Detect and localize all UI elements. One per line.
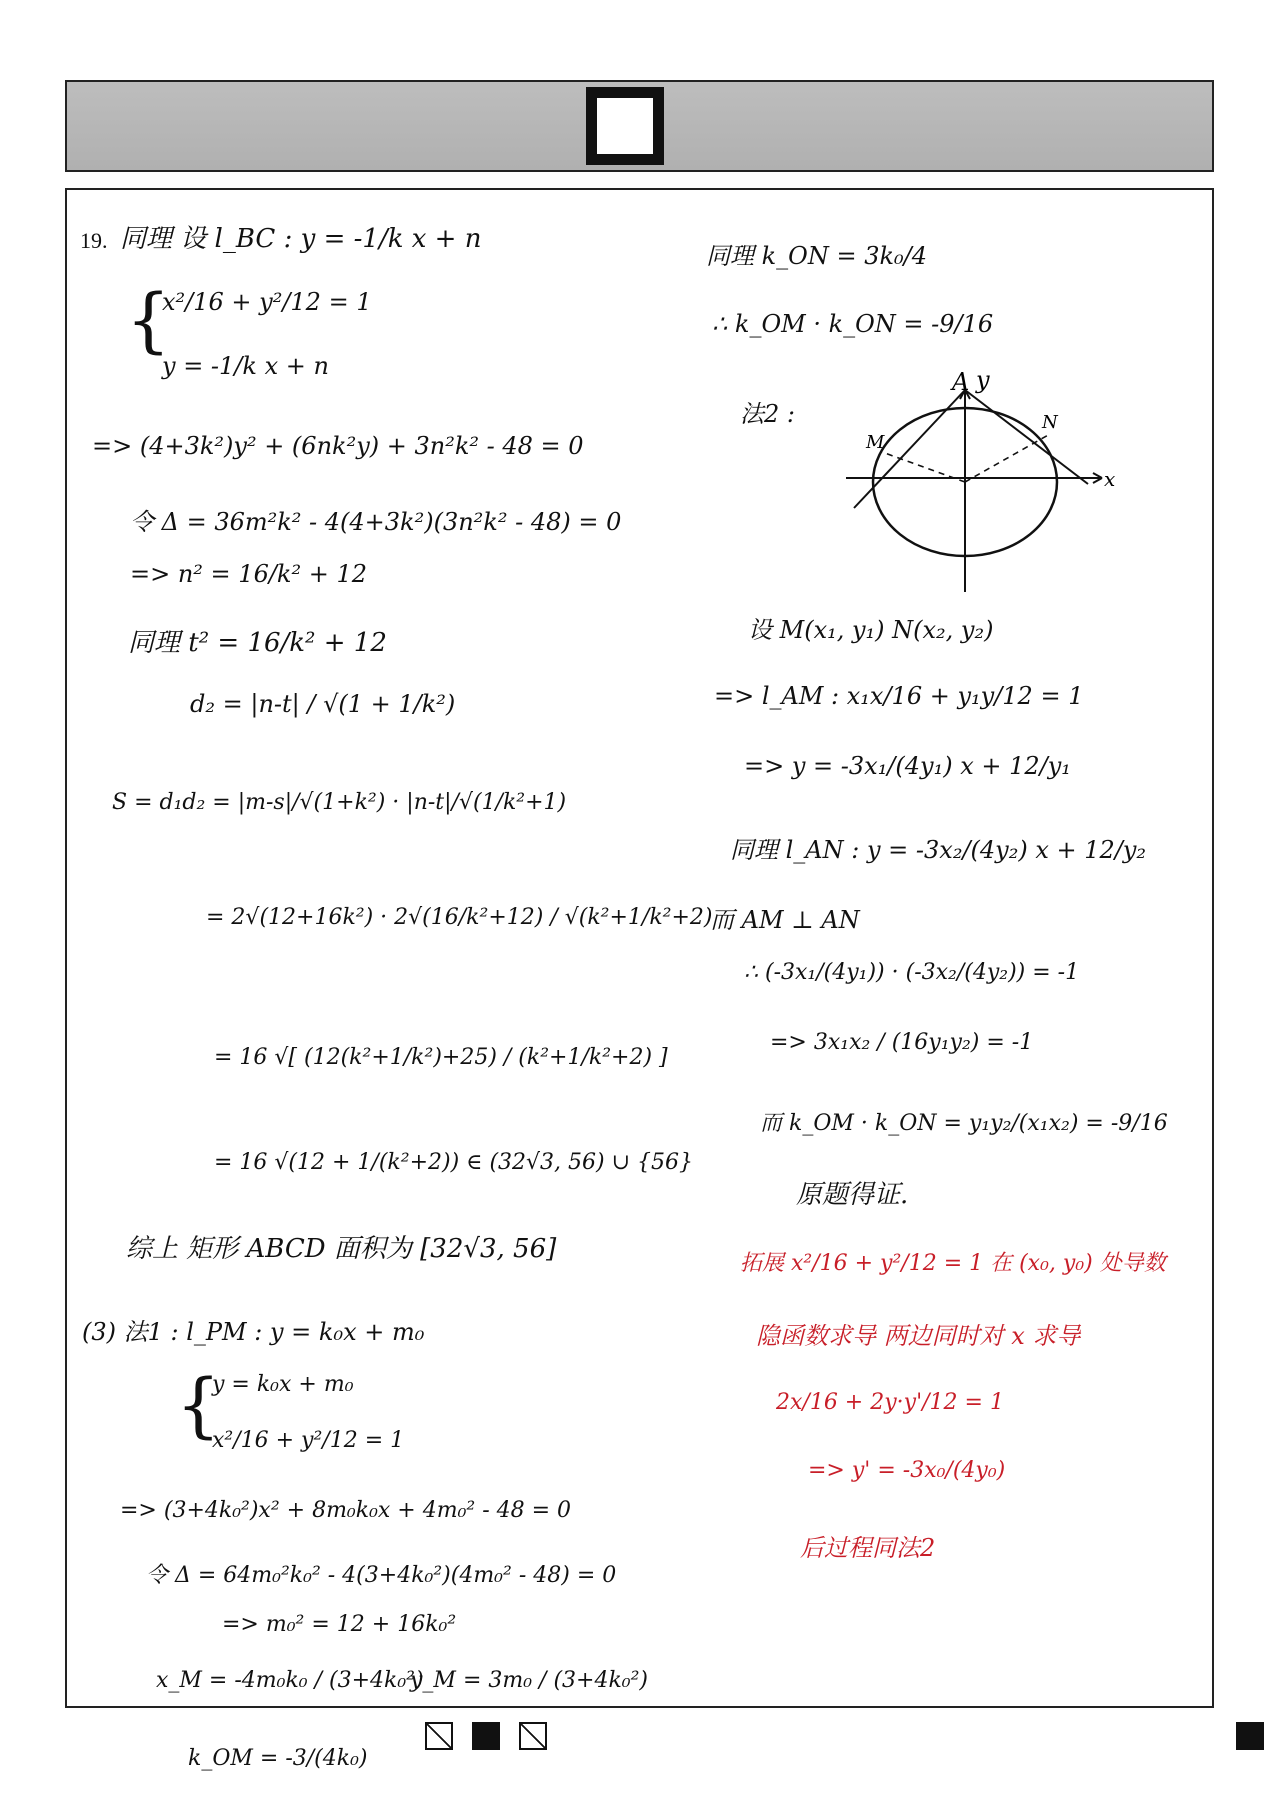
right-line-4: 设 M(x₁, y₁) N(x₂, y₂) bbox=[748, 616, 994, 644]
left-line-21: y_M = 3m₀ / (3+4k₀²) bbox=[410, 1668, 649, 1693]
right-line-10: => 3x₁x₂ / (16y₁y₂) = -1 bbox=[770, 1030, 1034, 1055]
left-line-20: x_M = -4m₀k₀ / (3+4k₀²) bbox=[156, 1668, 424, 1693]
right-line-8: 而 AM ⊥ AN bbox=[710, 906, 860, 934]
right-line-2: ∴ k_OM · k_ON = -9/16 bbox=[712, 310, 994, 338]
left-line-14: (3) 法1 : l_PM : y = k₀x + m₀ bbox=[82, 1318, 425, 1346]
left-line-22: k_OM = -3/(4k₀) bbox=[188, 1746, 368, 1771]
left-line-10: = 2√(12+16k²) · 2√(16/k²+12) / √(k²+1/k²+2) bbox=[206, 905, 713, 930]
right-line-6: => y = -3x₁/(4y₁) x + 12/y₁ bbox=[744, 752, 1071, 780]
left-line-6: => n² = 16/k² + 12 bbox=[130, 560, 367, 588]
label-y: y bbox=[976, 366, 990, 394]
problem-number: 19. bbox=[80, 228, 108, 253]
red-note-3: 2x/16 + 2y·y'/12 = 1 bbox=[776, 1390, 1004, 1415]
corner-mark bbox=[1236, 1722, 1264, 1750]
red-note-4: => y' = -3x₀/(4y₀) bbox=[808, 1458, 1006, 1483]
left-line-1: 同理 设 l_BC : y = -1/k x + n bbox=[120, 224, 482, 254]
segment-on bbox=[965, 434, 1050, 482]
left-line-11: = 16 √[ (12(k²+1/k²)+25) / (k²+1/k²+2) ] bbox=[214, 1045, 668, 1070]
red-note-1: 拓展 x²/16 + y²/12 = 1 在 (x₀, y₀) 处导数 bbox=[740, 1251, 1166, 1276]
left-line-5: 令 Δ = 36m²k² - 4(4+3k²)(3n²k² - 48) = 0 bbox=[130, 508, 622, 536]
right-line-12: 原题得证. bbox=[796, 1180, 909, 1210]
left-line-18: 令 Δ = 64m₀²k₀² - 4(3+4k₀²)(4m₀² - 48) = 0 bbox=[146, 1563, 617, 1588]
label-m: M bbox=[866, 432, 885, 453]
left-line-9: S = d₁d₂ = |m-s|/√(1+k²) · |n-t|/√(1/k²+1) bbox=[112, 790, 567, 815]
left-line-13: 综上 矩形 ABCD 面积为 [32√3, 56] bbox=[126, 1234, 557, 1264]
right-line-7: 同理 l_AN : y = -3x₂/(4y₂) x + 12/y₂ bbox=[730, 836, 1147, 864]
system-brace-2: { bbox=[176, 1364, 221, 1446]
red-note-5: 后过程同法2 bbox=[800, 1534, 936, 1562]
red-note-2: 隐函数求导 两边同时对 x 求导 bbox=[756, 1322, 1081, 1350]
left-line-7: 同理 t² = 16/k² + 12 bbox=[128, 628, 387, 658]
header-marker bbox=[586, 87, 664, 165]
right-line-1: 同理 k_ON = 3k₀/4 bbox=[706, 242, 928, 270]
left-line-4: => (4+3k²)y² + (6nk²y) + 3n²k² - 48 = 0 bbox=[92, 432, 584, 460]
left-line-8: d₂ = |n-t| / √(1 + 1/k²) bbox=[190, 690, 456, 718]
label-a: A bbox=[952, 368, 970, 396]
right-line-11: 而 k_OM · k_ON = y₁y₂/(x₁x₂) = -9/16 bbox=[760, 1111, 1168, 1136]
ellipse-diagram bbox=[840, 360, 1120, 600]
left-line-12: = 16 √(12 + 1/(k²+2)) ∈ (32√3, 56) ∪ {56} bbox=[214, 1150, 694, 1175]
left-line-3: y = -1/k x + n bbox=[162, 352, 329, 380]
right-line-5: => l_AM : x₁x/16 + y₁y/12 = 1 bbox=[714, 682, 1084, 710]
right-line-3: 法2 : bbox=[740, 400, 795, 428]
reg-mark-solid bbox=[472, 1722, 500, 1750]
right-line-9: ∴ (-3x₁/(4y₁)) · (-3x₂/(4y₂)) = -1 bbox=[744, 960, 1080, 985]
left-line-15: y = k₀x + m₀ bbox=[212, 1372, 354, 1397]
label-n: N bbox=[1042, 412, 1058, 433]
label-x: x bbox=[1104, 467, 1116, 491]
reg-mark-hollow-1 bbox=[425, 1722, 453, 1750]
reg-mark-hollow-2 bbox=[519, 1722, 547, 1750]
left-line-17: => (3+4k₀²)x² + 8m₀k₀x + 4m₀² - 48 = 0 bbox=[120, 1498, 572, 1523]
system-brace-1: { bbox=[126, 279, 171, 361]
tangent-an bbox=[965, 390, 1088, 484]
left-line-19: => m₀² = 12 + 16k₀² bbox=[222, 1612, 457, 1637]
left-line-2: x²/16 + y²/12 = 1 bbox=[162, 288, 372, 316]
left-line-16: x²/16 + y²/12 = 1 bbox=[212, 1428, 405, 1453]
